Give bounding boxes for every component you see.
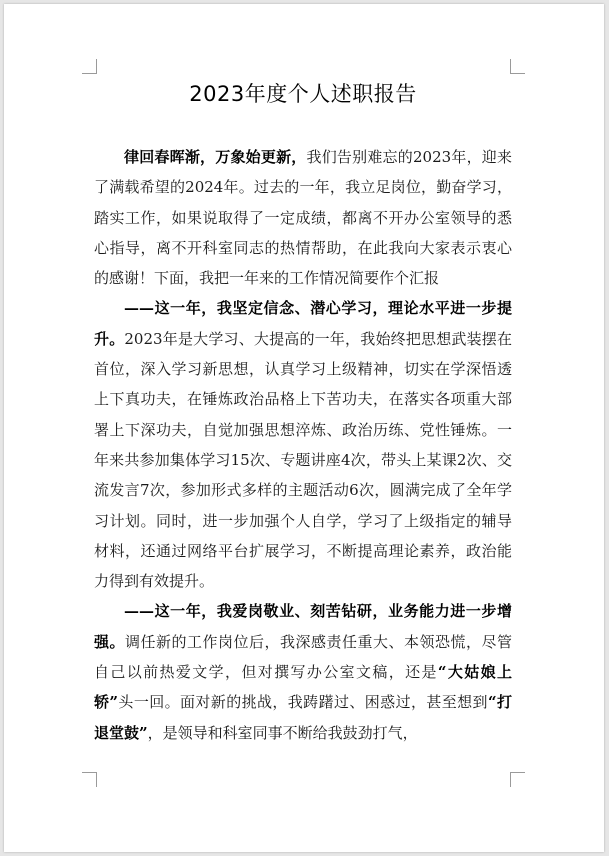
paragraph-text: 调任新的工作岗位后，我深感责任重大、本领恐慌，尽管自己以前热爱文学，但对撰写办公室文稿，还是 bbox=[94, 632, 512, 682]
crop-mark-top-left bbox=[82, 59, 97, 74]
crop-mark-bottom-right bbox=[510, 772, 525, 787]
paragraph-text: ，是领导和科室同事不断给我鼓劲打气， bbox=[147, 723, 418, 742]
paragraph-text: 我们告别难忘的2023年，迎来了满载希望的2024年。过去的一年，我立足岗位，勤奋学习，踏实工作，如果说取得了一定成绩，都离不开办公室领导的悉心指导，离不开科室同志的热情帮助，在此我向大家表示衷心的感谢！下面，我把一年来的工作情况简要作个汇报 bbox=[94, 148, 512, 288]
paragraph-lead: ——这一年，我爱岗敬业、刻苦钻研，业务能力进一步增强。 bbox=[94, 602, 512, 651]
emphasis-quote: “大姑娘上轿” bbox=[94, 663, 512, 712]
emphasis-quote: “打退堂鼓” bbox=[94, 693, 512, 742]
paragraph-work bbox=[94, 596, 512, 747]
document-body bbox=[94, 142, 512, 748]
document-title: 2023年度个人述职报告 bbox=[189, 82, 417, 106]
document-page bbox=[4, 4, 604, 852]
paragraph-text: 头一回。面对新的挑战，我踌躇过、困惑过，甚至想到 bbox=[118, 693, 488, 712]
paragraph-study bbox=[94, 293, 512, 596]
paragraph-text: 2023年是大学习、大提高的一年，我始终把思想武装摆在首位，深入学习新思想，认真学习上级精神，切实在学深悟透上下真功夫，在锤炼政治品格上下苦功夫，在落实各项重大部署上下深功夫，自觉加强思想淬炼、政治历练、党性锤炼。一年来共参加集体学习15次、专题讲座4次，带头上某课2次、交流发言7次，参加形式多样的主题活动6次，圆满完成了全年学习计划。同时，进一步加强个人自学，学习了上级指定的辅导材料，还通过网络平台扩展学习，不断提高理论素养，政治能力得到有效提升。 bbox=[94, 329, 512, 591]
paragraph-lead: ——这一年，我坚定信念、潜心学习，理论水平进一步提升。 bbox=[94, 299, 512, 348]
paragraph-intro bbox=[94, 142, 512, 293]
crop-mark-top-right bbox=[510, 59, 525, 74]
paragraph-lead: 律回春晖渐，万象始更新， bbox=[124, 148, 307, 166]
crop-mark-bottom-left bbox=[82, 772, 97, 787]
